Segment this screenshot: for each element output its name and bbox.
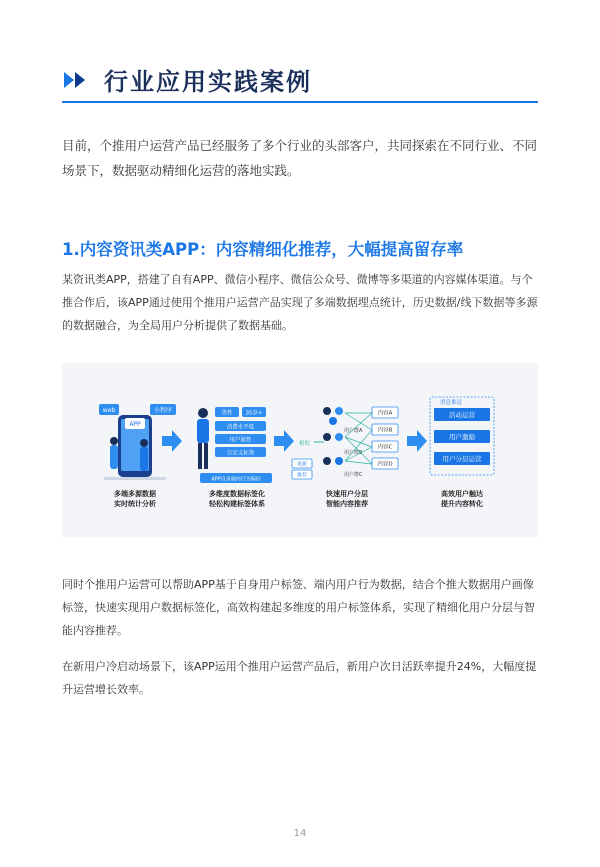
title-divider bbox=[62, 101, 538, 103]
person-leg bbox=[204, 443, 208, 469]
tag-label: 35岁+ bbox=[245, 410, 263, 417]
tag-label: 消费水平低 bbox=[226, 424, 255, 431]
case-diagram bbox=[62, 363, 538, 537]
arrow-right-icon bbox=[162, 430, 182, 452]
step4-group bbox=[430, 397, 494, 508]
person-leg bbox=[198, 443, 202, 469]
user-group-b: 用户群B bbox=[344, 450, 363, 456]
person-icon bbox=[323, 407, 331, 415]
person-icon bbox=[335, 457, 343, 465]
tag-label: APP自身端内行为偏好 bbox=[211, 476, 261, 483]
paragraph-2: 同时个推用户运营可以帮助APP基于自身用户标签、端内用户行为数据，结合个推大数据用户画像标签，快速实现用户数据标签化，高效构建起多维度的用户标签体系，实现了精细化用户分层与智能内容推荐。 bbox=[62, 578, 535, 637]
badge-web-label: web bbox=[102, 407, 116, 414]
arrow-right-icon bbox=[274, 430, 294, 452]
user-group-c: 用户群C bbox=[344, 472, 363, 478]
step3-caption-1: 快速用户分层 bbox=[326, 490, 368, 498]
step2-caption-2: 轻松构建标签体系 bbox=[209, 500, 265, 508]
page-header bbox=[62, 60, 538, 102]
content-b: 内容B bbox=[377, 427, 393, 434]
person-icon bbox=[323, 457, 331, 465]
push-item-label: 用户分层运营 bbox=[442, 455, 482, 463]
paragraph-3: 在新用户冷启动场景下，该APP运用个推用户运营产品后，新用户次日活跃率提升24%，大幅度提升运营增长效率。 bbox=[62, 660, 537, 696]
step1-caption-2: 实时统计分析 bbox=[114, 500, 156, 508]
step2-group bbox=[197, 407, 272, 508]
step4-caption-2: 提升内容转化 bbox=[441, 500, 483, 508]
tag-label: 自定义标签 bbox=[226, 450, 255, 457]
person-icon bbox=[335, 407, 343, 415]
person-body bbox=[140, 447, 148, 471]
step1-group bbox=[99, 404, 176, 508]
page-title: 行业应用实践案例 bbox=[104, 68, 312, 96]
label-update: 更新 bbox=[296, 461, 308, 468]
person-icon bbox=[198, 408, 208, 418]
push-item-label: 用户激励 bbox=[449, 433, 475, 441]
step4-caption-1: 高效用户触达 bbox=[441, 490, 483, 498]
paragraph-1: 某资讯类APP，搭建了自有APP、微信小程序、微信公众号、微博等多渠道的内容媒体渠道。与个推合作后，该APP通过使用个推用户运营产品实现了多端数据埋点统计，历史数据/线下数据等多源的数据融合，为全局用户分析提供了数据基础。 bbox=[62, 273, 538, 332]
content-d: 内容D bbox=[377, 461, 393, 468]
content-a: 内容A bbox=[377, 410, 393, 417]
person-icon bbox=[140, 439, 148, 447]
phone-shadow bbox=[104, 477, 166, 480]
push-header: 消息推送 bbox=[440, 400, 463, 406]
content-c: 内容C bbox=[377, 444, 393, 451]
tag-label: 男性 bbox=[221, 410, 233, 417]
person-icon bbox=[323, 433, 331, 441]
page-number: 14 bbox=[293, 828, 307, 839]
chevron-right-icon bbox=[64, 72, 74, 88]
push-item-label: 活动运营 bbox=[449, 411, 475, 419]
label-similar: 相似 bbox=[299, 441, 311, 447]
arrow-right-icon bbox=[407, 430, 427, 452]
step2-caption-1: 多维度数据标签化 bbox=[209, 490, 265, 498]
label-recommend: 推荐 bbox=[296, 472, 308, 479]
step3-group bbox=[292, 407, 398, 508]
badge-miniapp-label: 小程序 bbox=[153, 407, 173, 414]
group-content-links bbox=[345, 413, 372, 464]
step1-caption-1: 多端多源数据 bbox=[114, 490, 156, 498]
person-body bbox=[110, 445, 118, 469]
person-icon bbox=[110, 437, 118, 445]
step3-caption-2: 智能内容推荐 bbox=[326, 500, 368, 508]
user-group-a: 用户群A bbox=[344, 428, 363, 434]
tag-label: 用户属性 bbox=[229, 437, 252, 444]
intro-paragraph: 目前，个推用户运营产品已经服务了多个行业的头部客户，共同探索在不同行业、不同场景下，数据驱动精细化运营的落地实践。 bbox=[62, 138, 538, 178]
person-body bbox=[197, 419, 209, 443]
badge-app-label: APP bbox=[129, 421, 141, 428]
person-icon bbox=[335, 433, 343, 441]
person-icon bbox=[329, 417, 337, 425]
case-figure bbox=[62, 363, 538, 537]
section-title: 1.内容资讯类APP：内容精细化推荐，大幅提高留存率 bbox=[62, 240, 464, 259]
chevron-right-icon bbox=[75, 72, 85, 88]
